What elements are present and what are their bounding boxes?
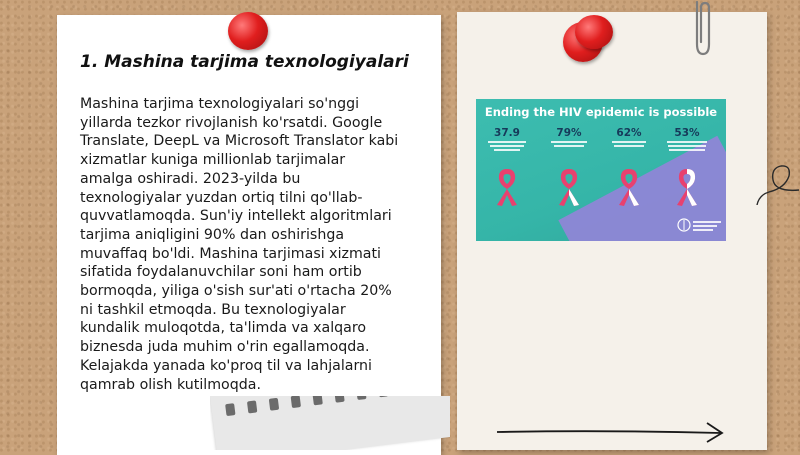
hiv-infographic (476, 99, 726, 241)
binding-tooth (269, 398, 279, 411)
awareness-ribbon-icon (554, 167, 584, 207)
push-pin-icon (575, 15, 613, 49)
binding-tooth (312, 396, 322, 405)
note-line: tarjima aniqligini 90% dan oshirishga (80, 226, 345, 243)
note-body (80, 95, 420, 394)
note-line: biznesda juda muhim o'rin egallamoqda. (80, 339, 370, 356)
stat-block (658, 127, 716, 153)
note-line: bormoqda, yiliga o'sish sur'ati o'rtacha 20% (80, 283, 392, 300)
note-line: kundalik muloqotda, ta'limda va xalqaro (80, 320, 367, 337)
paper-clip-icon (688, 0, 716, 60)
stat-caption-lines (549, 141, 589, 147)
note-line: Mashina tarjima texnologiyalari so'nggi (80, 96, 360, 112)
binding-tooth (356, 396, 366, 400)
stat-value: 37.9 (494, 127, 520, 139)
binding-tooth (291, 396, 301, 408)
note-line: sifatida foydalanuvchilar soni ham ortib (80, 264, 362, 281)
binding-tooth (247, 400, 257, 413)
note-line: ni tashkil etmoqda. Bu texnologiyalar (80, 301, 346, 318)
note-line: xizmatlar kuniga millionlab tarjimalar (80, 152, 346, 169)
awareness-ribbon-icon (672, 167, 702, 207)
infographic-title: Ending the HIV epidemic is possible (484, 105, 718, 119)
note-line: texnologiyalar yuzdan ortiq tilni qo'llab- (80, 189, 363, 206)
note-line: Translate, DeepL va Microsoft Translator kabi (80, 133, 399, 150)
awareness-ribbon-icon (614, 167, 644, 207)
stat-block (478, 127, 536, 153)
note-line: muvaffaq bo'ldi. Mashina tarjimasi xizmati (80, 245, 381, 262)
note-line: amalga oshiradi. 2023-yilda bu (80, 170, 301, 187)
binding-tooth (225, 403, 235, 416)
stat-caption-lines (487, 141, 527, 151)
string-squiggle-icon (755, 150, 800, 205)
note-line: qamrab olish kutilmoqda. (80, 376, 261, 393)
note-line: quvvatlamoqda. Sun'iy intellekt algoritmlari (80, 208, 392, 225)
binding-tooth (378, 396, 388, 397)
note-line: yillarda tezkor rivojlanish ko'rsatdi. Google (80, 114, 383, 131)
stat-value: 62% (616, 127, 642, 139)
note-title: 1. Mashina tarjima texnologiyalari (80, 52, 409, 72)
stat-value: 79% (556, 127, 582, 139)
binding-tooth (334, 396, 344, 403)
stat-caption-lines (667, 141, 707, 151)
right-arrow-icon (495, 420, 727, 444)
awareness-ribbon-icon (492, 167, 522, 207)
who-logo-icon (677, 217, 723, 233)
note-line: Kelajakda yanada ko'proq til va lahjalarni (80, 357, 372, 374)
push-pin-icon (228, 12, 268, 50)
stat-block (540, 127, 598, 149)
stat-block (600, 127, 658, 149)
stat-caption-lines (609, 141, 649, 147)
torn-paper-strip (210, 396, 450, 450)
stat-value: 53% (674, 127, 700, 139)
